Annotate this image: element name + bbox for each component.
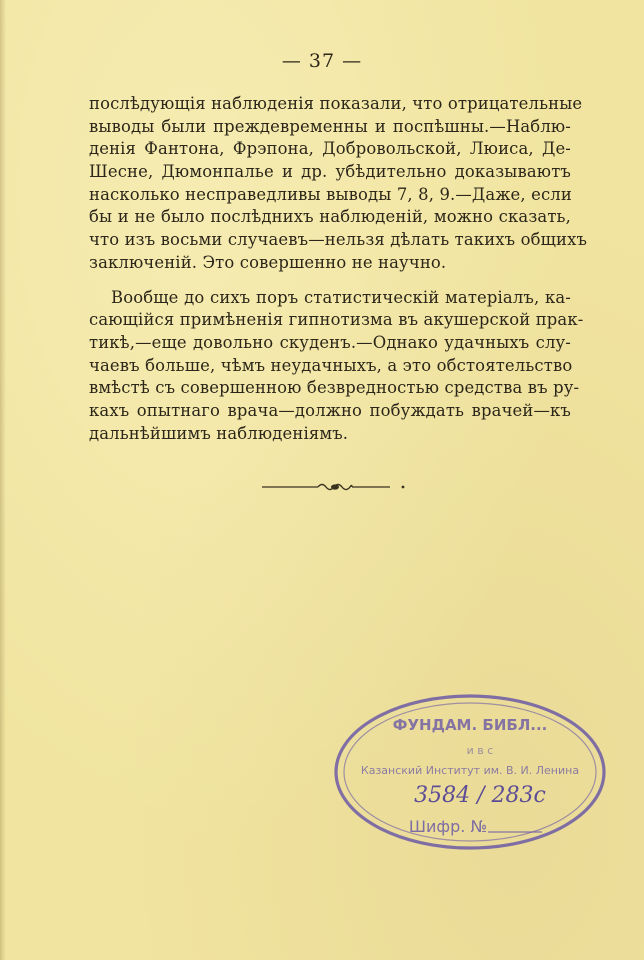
text-line: заключеній. Это совершенно не научно. bbox=[89, 252, 447, 272]
ornament-divider bbox=[260, 478, 410, 496]
text-line: послѣдующія наблюденія показали, что отрицательные bbox=[89, 94, 583, 113]
stamp-cipher-label: Шифр. № bbox=[408, 817, 488, 836]
page-number: — 37 — bbox=[281, 50, 363, 72]
text-line: чаевъ больше, чѣмъ неудачныхъ, а это обстоятельство bbox=[89, 355, 573, 375]
text-line: выводы были преждевременны и поспѣшны.—Наблю- bbox=[89, 116, 571, 136]
text-line: кахъ опытнаго врача—должно побуждать врачей—къ bbox=[89, 400, 571, 420]
body-text bbox=[89, 93, 588, 445]
paragraph-1 bbox=[89, 93, 588, 275]
page-edge-shadow bbox=[0, 0, 6, 960]
text-line: сающійся примѣненія гипнотизма въ акушерской прак- bbox=[89, 310, 584, 330]
paragraph-2 bbox=[89, 287, 584, 446]
text-line: денія Фантона, Фрэпона, Добровольской, Люиса, Де- bbox=[89, 139, 571, 159]
text-line: что изъ восьми случаевъ—нельзя дѣлать такихъ общихъ bbox=[89, 230, 588, 250]
text-line: Шесне, Дюмонпалье и др. убѣдительно доказываютъ bbox=[89, 162, 571, 182]
text-line: дальнѣйшимъ наблюденіямъ. bbox=[89, 423, 349, 443]
text-line: вмѣстѣ съ совершенною безвредностью средства въ ру- bbox=[89, 378, 580, 398]
stamp-line-3: Казанский Институт им. В. И. Ленина bbox=[360, 764, 580, 777]
text-line: бы и не было послѣднихъ наблюденій, можно сказать, bbox=[89, 207, 571, 227]
text-line: тикѣ,—еще довольно скуденъ.—Однако удачныхъ слу- bbox=[89, 332, 571, 352]
stamp-handwritten-number: 3584 / 283с bbox=[414, 783, 546, 808]
library-stamp bbox=[330, 690, 610, 855]
stamp-line-1: ФУНДАМ. БИБЛ... bbox=[392, 716, 548, 734]
text-line: Вообще до сихъ поръ статистическій матеріалъ, ка- bbox=[111, 287, 571, 307]
stamp-line-2: и в с bbox=[466, 744, 494, 757]
text-line: насколько несправедливы выводы 7, 8, 9.—Даже, если bbox=[89, 184, 572, 204]
